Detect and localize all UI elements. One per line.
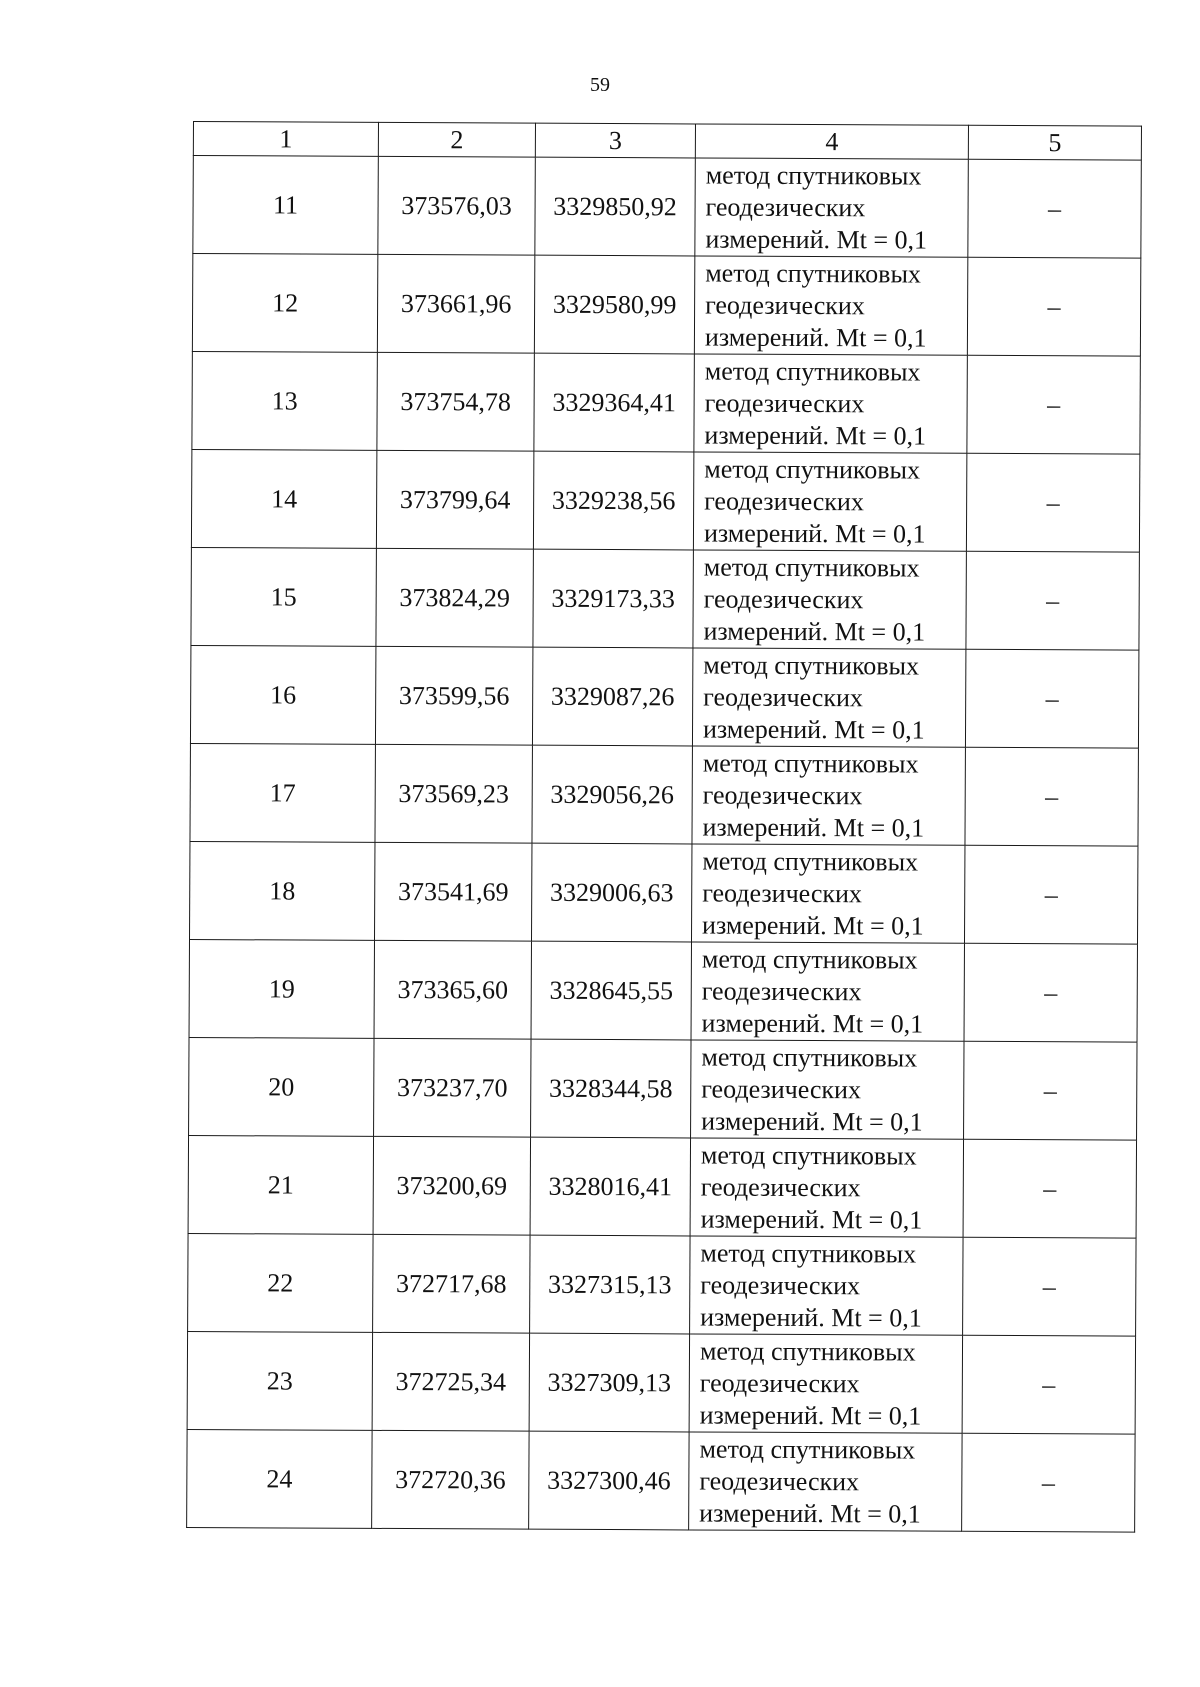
coordinate-x: 373661,96 bbox=[377, 254, 534, 353]
method-description bbox=[694, 354, 967, 453]
method-line: измерений. Mt = 0,1 bbox=[703, 616, 926, 647]
table-row bbox=[190, 645, 1138, 748]
coordinate-y: 3329580,99 bbox=[534, 255, 694, 354]
point-number: 13 bbox=[192, 351, 377, 450]
method-line: метод спутниковых bbox=[705, 258, 922, 289]
coordinate-x: 372717,68 bbox=[373, 1234, 530, 1333]
method-line: геодезических bbox=[702, 779, 863, 810]
coordinate-y: 3328645,55 bbox=[531, 941, 691, 1040]
note-dash: – bbox=[966, 453, 1139, 552]
method-description bbox=[691, 1040, 964, 1139]
header-cell-1: 1 bbox=[193, 122, 378, 157]
point-number: 20 bbox=[189, 1037, 374, 1136]
coordinate-x: 373200,69 bbox=[373, 1136, 530, 1235]
method-line: геодезических bbox=[704, 486, 864, 516]
method-line: измерений. Mt = 0,1 bbox=[701, 1007, 924, 1039]
method-line: измерений. Mt = 0,1 bbox=[700, 1301, 922, 1333]
coordinate-x: 372725,34 bbox=[372, 1332, 529, 1431]
method-line: измерений. Mt = 0,1 bbox=[701, 1105, 923, 1137]
point-number: 12 bbox=[192, 254, 377, 353]
table-row bbox=[189, 1037, 1137, 1140]
method-line: измерений. Mt = 0,1 bbox=[699, 1399, 922, 1431]
coordinate-y: 3329087,26 bbox=[532, 647, 692, 746]
table-row bbox=[190, 743, 1138, 846]
method-line: метод спутниковых bbox=[704, 356, 921, 387]
coordinate-x: 373599,56 bbox=[375, 646, 532, 745]
coordinate-x: 373365,60 bbox=[374, 940, 531, 1039]
page-number: 59 bbox=[590, 74, 610, 96]
method-line: геодезических bbox=[699, 1465, 860, 1496]
table-row bbox=[190, 841, 1138, 944]
note-dash: – bbox=[962, 1335, 1135, 1434]
method-description bbox=[692, 648, 965, 747]
method-line: измерений. Mt = 0,1 bbox=[699, 1497, 921, 1529]
method-description bbox=[695, 158, 968, 257]
method-line: геодезических bbox=[700, 1269, 861, 1300]
method-line: метод спутниковых bbox=[700, 1139, 917, 1171]
note-dash: – bbox=[967, 257, 1140, 356]
header-cell-5: 5 bbox=[968, 125, 1141, 160]
method-line: метод спутниковых bbox=[702, 845, 919, 877]
coordinate-y: 3329173,33 bbox=[533, 549, 693, 648]
method-line: геодезических bbox=[699, 1367, 860, 1398]
note-dash: – bbox=[964, 845, 1137, 944]
coordinate-x: 373569,23 bbox=[375, 744, 532, 843]
method-description bbox=[693, 452, 966, 551]
method-description bbox=[691, 942, 964, 1041]
header-row bbox=[193, 122, 1141, 161]
coordinate-y: 3329006,63 bbox=[531, 843, 691, 942]
table-row bbox=[187, 1429, 1135, 1532]
header-cell-4: 4 bbox=[695, 124, 968, 159]
table-row bbox=[188, 1135, 1136, 1238]
method-line: геодезических bbox=[701, 1073, 862, 1104]
note-dash: – bbox=[965, 747, 1138, 846]
point-number: 22 bbox=[188, 1233, 373, 1332]
method-line: измерений. Mt = 0,1 bbox=[705, 224, 928, 255]
point-number: 11 bbox=[193, 156, 378, 255]
method-line: метод спутниковых bbox=[705, 160, 922, 191]
point-number: 18 bbox=[190, 841, 375, 940]
point-number: 16 bbox=[190, 645, 375, 744]
method-line: измерений. Mt = 0,1 bbox=[702, 909, 924, 941]
method-description bbox=[694, 256, 967, 355]
method-line: геодезических bbox=[703, 584, 864, 614]
note-dash: – bbox=[965, 649, 1138, 748]
coordinate-y: 3329364,41 bbox=[534, 353, 694, 452]
table-row bbox=[187, 1331, 1135, 1434]
method-description bbox=[690, 1236, 963, 1335]
coordinate-y: 3327309,13 bbox=[529, 1333, 689, 1432]
coordinates-table bbox=[186, 121, 1142, 1533]
table-row bbox=[191, 547, 1139, 650]
coordinate-y: 3328016,41 bbox=[530, 1137, 690, 1236]
method-line: геодезических bbox=[703, 682, 863, 712]
method-line: геодезических bbox=[705, 192, 866, 222]
note-dash: – bbox=[964, 943, 1137, 1042]
coordinate-y: 3327300,46 bbox=[529, 1431, 689, 1530]
method-line: метод спутниковых bbox=[702, 747, 919, 779]
method-line: метод спутниковых bbox=[703, 650, 920, 681]
method-description bbox=[693, 550, 966, 649]
method-line: измерений. Mt = 0,1 bbox=[704, 420, 927, 451]
table-row bbox=[192, 351, 1140, 454]
point-number: 19 bbox=[189, 939, 374, 1038]
method-line: измерений. Mt = 0,1 bbox=[704, 322, 927, 353]
coordinate-x: 373237,70 bbox=[374, 1038, 531, 1137]
method-line: измерений. Mt = 0,1 bbox=[702, 713, 925, 745]
table-row bbox=[188, 1233, 1136, 1336]
method-description bbox=[689, 1334, 962, 1433]
point-number: 23 bbox=[187, 1331, 372, 1430]
table-row bbox=[193, 156, 1141, 259]
method-line: метод спутниковых bbox=[701, 943, 918, 975]
note-dash: – bbox=[968, 159, 1141, 258]
method-description bbox=[690, 1138, 963, 1237]
method-line: геодезических bbox=[700, 1171, 861, 1202]
coordinate-y: 3327315,13 bbox=[530, 1235, 690, 1334]
method-line: измерений. Mt = 0,1 bbox=[702, 811, 925, 843]
method-line: геодезических bbox=[702, 877, 863, 908]
coordinate-y: 3328344,58 bbox=[531, 1039, 691, 1138]
coordinate-x: 373576,03 bbox=[378, 156, 535, 255]
method-line: измерений. Mt = 0,1 bbox=[700, 1203, 923, 1235]
coordinate-y: 3329056,26 bbox=[532, 745, 692, 844]
coordinate-y: 3329238,56 bbox=[533, 451, 693, 550]
coordinate-x: 373541,69 bbox=[374, 842, 531, 941]
note-dash: – bbox=[964, 1041, 1137, 1140]
point-number: 21 bbox=[188, 1135, 373, 1234]
coordinate-x: 373754,78 bbox=[377, 352, 534, 451]
method-description bbox=[689, 1432, 962, 1531]
point-number: 17 bbox=[190, 743, 375, 842]
note-dash: – bbox=[967, 355, 1140, 454]
method-line: геодезических bbox=[704, 388, 865, 418]
method-line: метод спутниковых bbox=[700, 1237, 917, 1269]
method-description bbox=[691, 844, 964, 943]
method-description bbox=[692, 746, 965, 845]
method-line: геодезических bbox=[705, 290, 865, 320]
coordinate-x: 373824,29 bbox=[376, 548, 533, 647]
point-number: 14 bbox=[191, 449, 376, 548]
method-line: метод спутниковых bbox=[703, 552, 920, 583]
point-number: 15 bbox=[191, 547, 376, 646]
header-cell-3: 3 bbox=[535, 123, 695, 158]
note-dash: – bbox=[962, 1433, 1135, 1532]
table-row bbox=[191, 449, 1139, 552]
method-line: метод спутниковых bbox=[704, 454, 921, 485]
note-dash: – bbox=[966, 551, 1139, 650]
note-dash: – bbox=[963, 1237, 1136, 1336]
method-line: метод спутниковых bbox=[701, 1041, 918, 1073]
point-number: 24 bbox=[187, 1429, 372, 1528]
coordinate-x: 372720,36 bbox=[372, 1430, 529, 1529]
method-line: метод спутниковых bbox=[699, 1335, 916, 1367]
method-line: геодезических bbox=[701, 975, 862, 1006]
method-line: измерений. Mt = 0,1 bbox=[703, 518, 926, 549]
coordinate-x: 373799,64 bbox=[376, 450, 533, 549]
header-cell-2: 2 bbox=[378, 122, 535, 157]
coordinate-y: 3329850,92 bbox=[535, 157, 695, 256]
method-line: метод спутниковых bbox=[699, 1433, 916, 1465]
table-row bbox=[189, 939, 1137, 1042]
table-row bbox=[192, 254, 1140, 357]
note-dash: – bbox=[963, 1139, 1136, 1238]
